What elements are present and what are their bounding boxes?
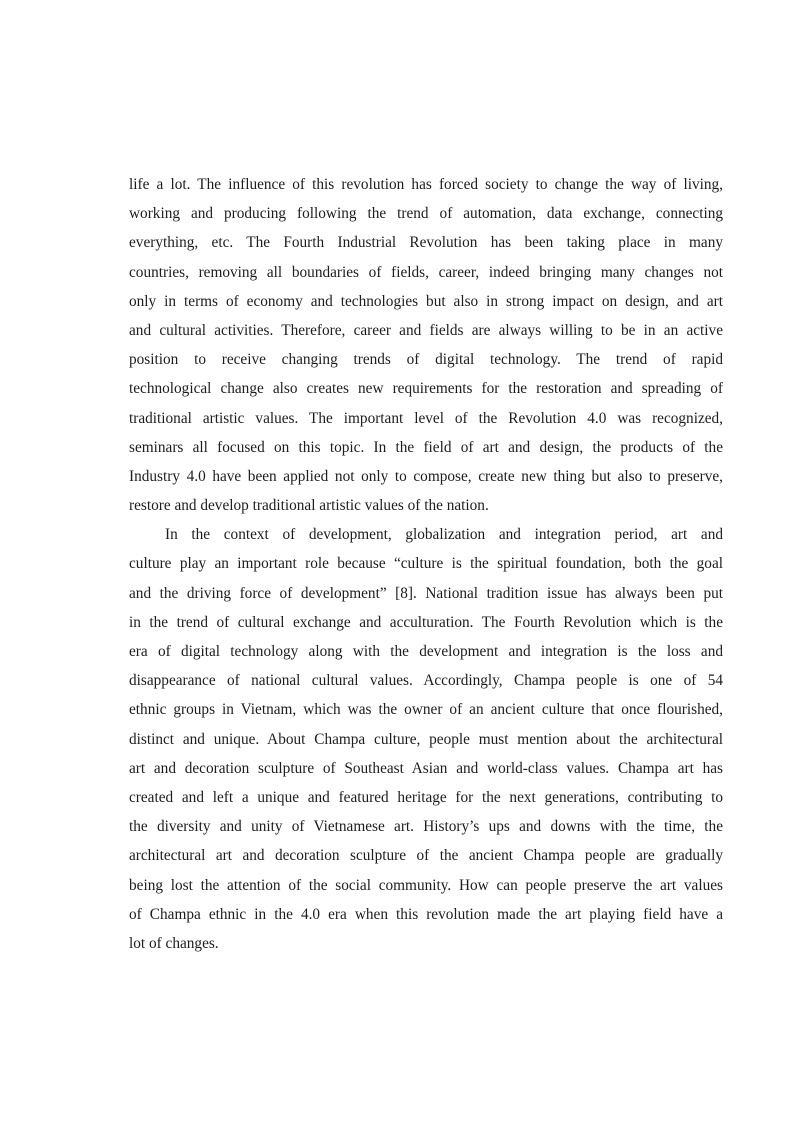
text-line: life a lot. The influence of this revolution has forced society to change the way of living, [129, 176, 723, 193]
text-line: and cultural activities. Therefore, career and fields are always willing to be in an active [129, 321, 723, 339]
text-line: era of digital technology along with the development and integration is the loss and [129, 643, 723, 660]
text-line: distinct and unique. About Champa culture, people must mention about the architectural [129, 730, 723, 748]
text-line: traditional artistic values. The important level of the Revolution 4.0 was recognized, [129, 409, 723, 427]
text-line: art and decoration sculpture of Southeast Asian and world-class values. Champa art has [129, 759, 723, 777]
text-line: created and left a unique and featured heritage for the next generations, contributing to [129, 788, 723, 806]
text-line: seminars all focused on this topic. In the field of art and design, the products of the [129, 438, 723, 456]
text-line: only in terms of economy and technologies but also in strong impact on design, and art [129, 292, 723, 310]
text-line: In the context of development, globalization and integration period, art and [165, 526, 723, 544]
text-block [129, 170, 723, 958]
text-line: position to receive changing trends of digital technology. The trend of rapid [129, 351, 723, 369]
text-line: technological change also creates new requirements for the restoration and spreading of [129, 380, 723, 398]
text-line: disappearance of national cultural values. Accordingly, Champa people is one of 54 [129, 672, 723, 690]
text-line: and the driving force of development” [8]. National tradition issue has always been put [129, 584, 723, 602]
text-line: architectural art and decoration sculpture of the ancient Champa people are gradually [129, 847, 723, 865]
text-line: working and producing following the trend of automation, data exchange, connecting [129, 205, 723, 223]
text-line: countries, removing all boundaries of fields, career, indeed bringing many changes not [129, 263, 723, 281]
text-line: the diversity and unity of Vietnamese art. History’s ups and downs with the time, the [129, 818, 723, 836]
paragraph-2 [129, 520, 723, 958]
text-line: restore and develop traditional artistic values of the nation. [129, 497, 489, 515]
paragraph-1 [129, 170, 723, 520]
text-line: of Champa ethnic in the 4.0 era when this revolution made the art playing field have a [129, 905, 723, 923]
text-line: being lost the attention of the social community. How can people preserve the art values [129, 876, 723, 894]
text-line: everything, etc. The Fourth Industrial Revolution has been taking place in many [129, 234, 723, 252]
text-line: lot of changes. [129, 934, 219, 952]
text-line: Industry 4.0 have been applied not only to compose, create new thing but also to preserve, [129, 467, 723, 485]
text-line: ethnic groups in Vietnam, which was the owner of an ancient culture that once flourished, [129, 701, 723, 719]
text-line: in the trend of cultural exchange and acculturation. The Fourth Revolution which is the [129, 613, 723, 631]
text-line: culture play an important role because “culture is the spiritual foundation, both the goal [129, 555, 723, 573]
